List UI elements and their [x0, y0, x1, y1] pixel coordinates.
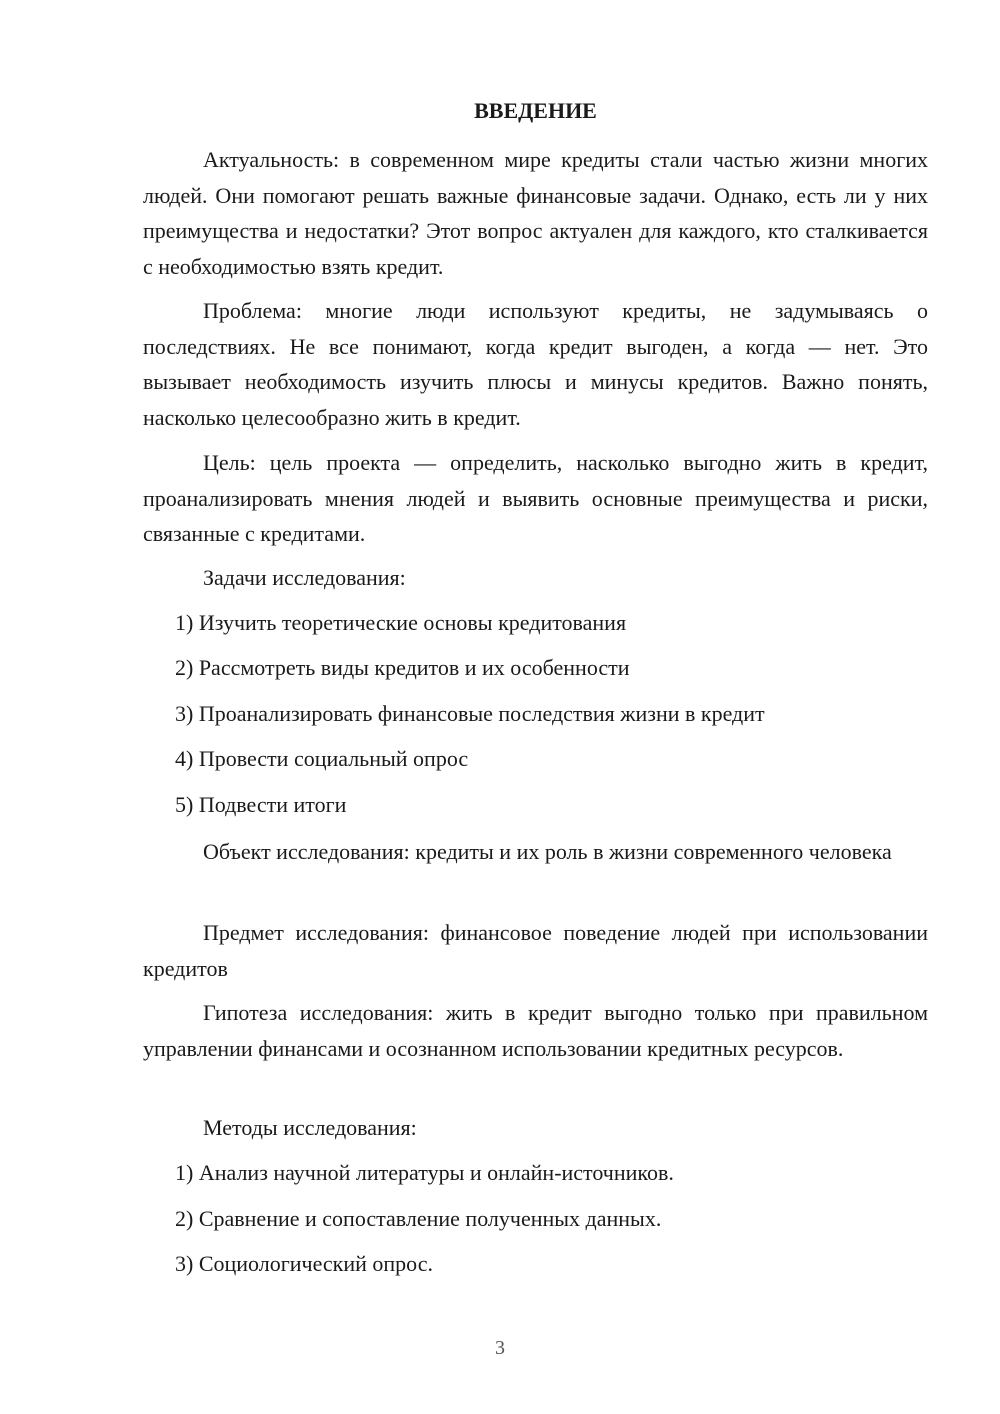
object-paragraph: Объект исследования: кредиты и их роль в жизни современного человека [203, 839, 892, 864]
goal-paragraph: Цель: цель проекта — определить, насколько выгодно жить в кредит, проанализировать мнения людей и выявить основные преимущества и риски, связанные с кредитами. [143, 450, 928, 546]
task-item: 2) Рассмотреть виды кредитов и их особенности [175, 655, 630, 680]
methods-heading: Методы исследования: [203, 1115, 417, 1140]
tasks-heading: Задачи исследования: [203, 565, 406, 590]
hypothesis-paragraph: Гипотеза исследования: жить в кредит выгодно только при правильном управлении финансами и осознанном использовании кредитных ресурсов. [143, 1000, 928, 1061]
page-number: 3 [495, 1337, 505, 1359]
method-item: 3) Социологический опрос. [175, 1251, 433, 1276]
page-title: ВВЕДЕНИЕ [474, 98, 597, 123]
task-item: 3) Проанализировать финансовые последствия жизни в кредит [175, 701, 765, 726]
method-item: 2) Сравнение и сопоставление полученных данных. [175, 1206, 662, 1231]
problem-paragraph: Проблема: многие люди используют кредиты, не задумываясь о последствиях. Не все понимают, когда кредит выгоден, а когда — нет. Это вызывает необходимость изучить плюсы и минусы кредитов. Важно понять, насколько целесообразно жить в кредит. [143, 298, 928, 430]
relevance-paragraph: Актуальность: в современном мире кредиты стали частью жизни многих людей. Они помогают решать важные финансовые задачи. Однако, есть ли у них преимущества и недостатки? Этот вопрос актуален для каждого, кто сталкивается с необходимостью взять кредит. [143, 147, 928, 279]
task-item: 1) Изучить теоретические основы кредитования [175, 610, 627, 635]
task-item: 4) Провести социальный опрос [175, 746, 469, 771]
subject-paragraph: Предмет исследования: финансовое поведение людей при использовании кредитов [143, 920, 928, 981]
method-item: 1) Анализ научной литературы и онлайн-источников. [175, 1160, 674, 1185]
task-item: 5) Подвести итоги [175, 792, 347, 817]
